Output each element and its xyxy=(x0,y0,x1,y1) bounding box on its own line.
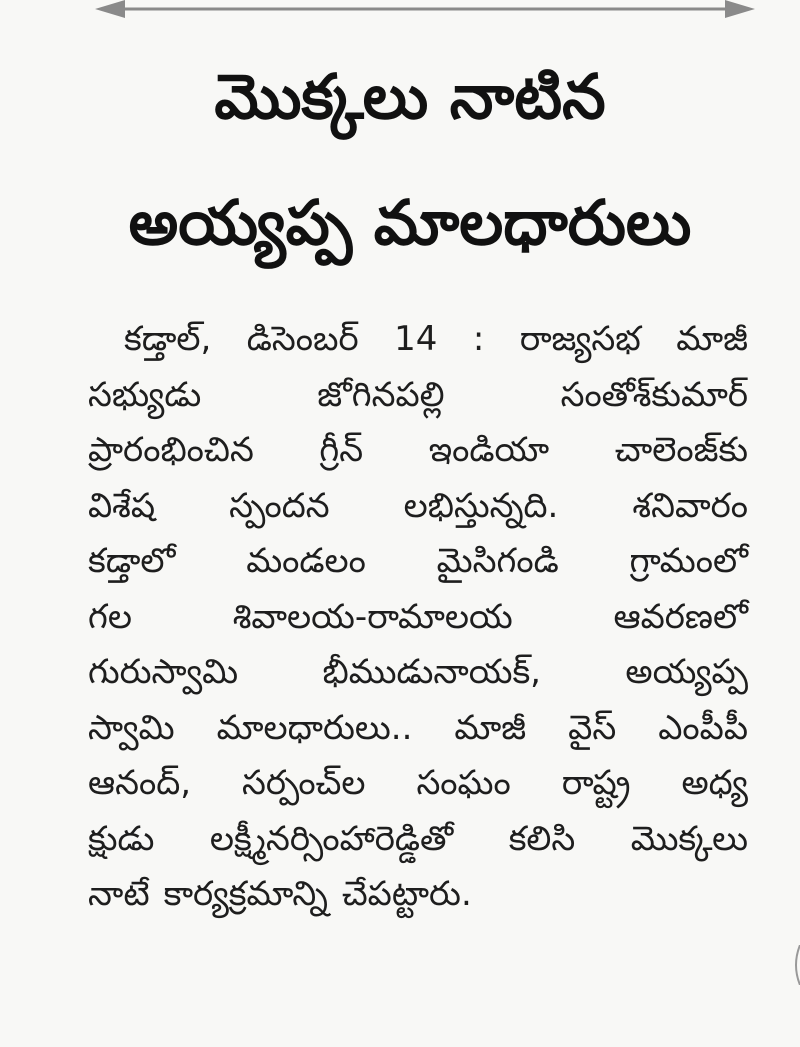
body-word: సంతోశ్‌కుమార్ xyxy=(560,374,748,415)
page-edge-mark xyxy=(792,945,800,985)
body-word: మైసిగండి xyxy=(436,541,559,581)
body-word: ఇండియా xyxy=(428,430,550,470)
body-line xyxy=(88,479,748,535)
body-line xyxy=(88,534,748,590)
body-word: క్షుడు xyxy=(88,818,155,859)
body-word: స్పందన xyxy=(229,485,330,526)
body-word: గ్రీన్ xyxy=(319,430,364,470)
headline-line-2: అయ్యప్ప మాలధారులు xyxy=(128,186,692,259)
body-word: కడ్తాల్, xyxy=(124,319,212,359)
body-line xyxy=(88,423,748,479)
body-line xyxy=(88,701,748,757)
body-line xyxy=(88,812,748,868)
body-word: గ్రామంలో xyxy=(629,541,748,581)
headline-line-1: మొక్కలు నాటిన xyxy=(214,60,606,133)
body-word: 14 xyxy=(394,319,438,359)
body-word: మాజీ xyxy=(454,707,527,748)
body-word: డిసెంబర్ xyxy=(246,319,359,359)
body-word: ప్రారంభించిన xyxy=(88,430,254,470)
body-word: రాష్ట్ర xyxy=(561,763,631,803)
body-word: కడ్తాలో xyxy=(88,541,176,581)
body-word: అయ్యప్ప xyxy=(625,652,748,692)
top-double-arrow-rule xyxy=(95,0,755,24)
body-word: ఆనంద్, xyxy=(88,763,192,803)
body-word: సర్పంచ్‌ల xyxy=(241,763,366,803)
body-word: వైస్ xyxy=(568,707,617,748)
body-word: శనివారం xyxy=(632,485,748,526)
body-word: చేపట్టారు. xyxy=(341,874,472,914)
body-word: రాజ్యసభ xyxy=(519,319,641,359)
body-word: ఆవరణలో xyxy=(613,596,748,637)
body-line xyxy=(88,867,748,923)
body-word: చాలెంజ్‌కు xyxy=(614,430,748,470)
body-word: జోగినపల్లి xyxy=(317,374,445,415)
body-word: శివాలయ-రామాలయ xyxy=(232,596,513,637)
body-word: గల xyxy=(88,596,132,637)
body-word: గురుస్వామి xyxy=(88,652,239,692)
body-word: సంఘం xyxy=(416,763,511,803)
body-word: మండలం xyxy=(246,541,366,581)
body-word: లభిస్తున్నది. xyxy=(403,485,559,526)
body-line xyxy=(88,312,748,368)
body-word: అధ్య xyxy=(681,763,748,803)
body-line xyxy=(88,590,748,646)
body-word: లక్ష్మీనర్సింహారెడ్డితో xyxy=(209,818,454,859)
article-body xyxy=(88,312,748,923)
body-word: విశేష xyxy=(88,485,156,526)
body-word: భీముడునాయక్, xyxy=(322,652,541,692)
body-word: మాలధారులు.. xyxy=(216,707,413,748)
body-word: : xyxy=(472,319,485,359)
body-word: కార్యక్రమాన్ని xyxy=(163,874,328,914)
body-word: స్వామి xyxy=(88,707,175,748)
body-line xyxy=(88,756,748,812)
body-word: మొక్కలు xyxy=(630,818,748,859)
left-arrowhead xyxy=(95,0,125,18)
body-word: నాటే xyxy=(88,874,150,914)
body-word: మాజీ xyxy=(676,319,748,359)
body-line xyxy=(88,368,748,424)
body-word: కలిసి xyxy=(508,818,576,859)
body-word: ఎంపీపీ xyxy=(658,707,748,748)
body-word: సభ్యుడు xyxy=(88,374,202,415)
right-arrowhead xyxy=(725,0,755,18)
body-line xyxy=(88,645,748,701)
